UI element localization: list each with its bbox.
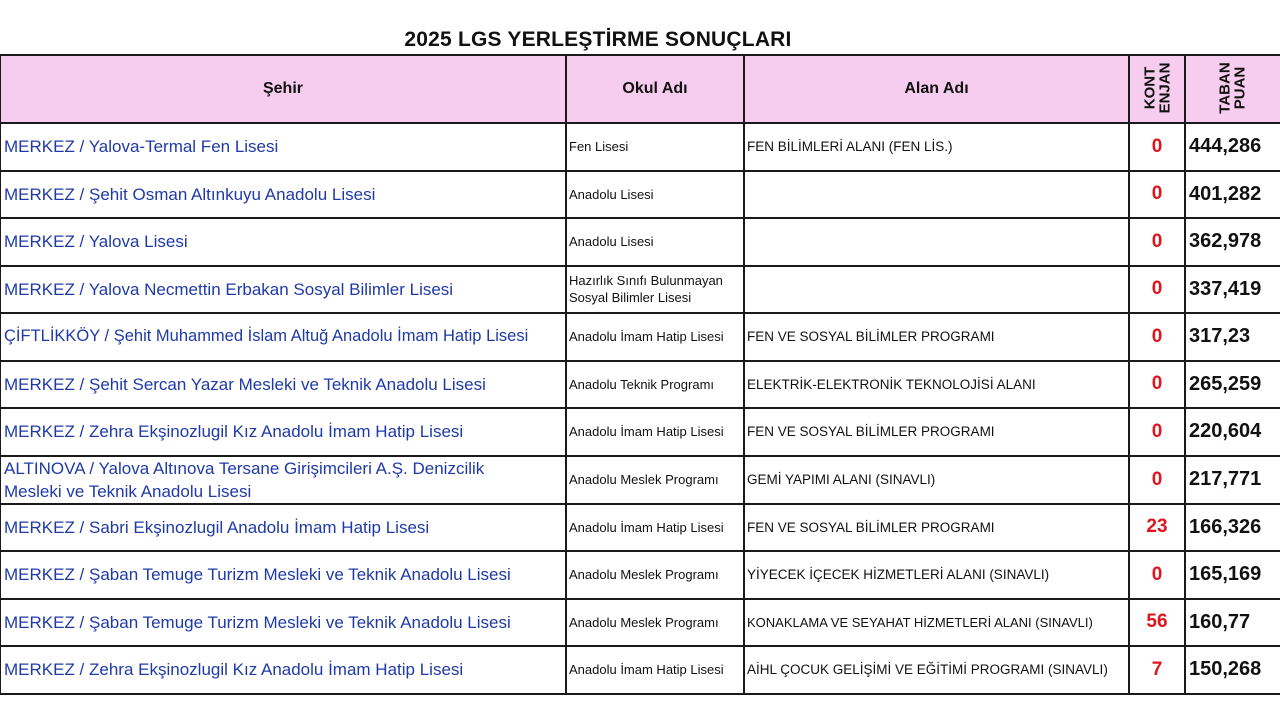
cell-taban-puan: 265,259 [1185,361,1280,409]
cell-sehir: ÇİFTLİKKÖY / Şehit Muhammed İslam Altuğ Anadolu İmam Hatip Lisesi [0,313,566,361]
cell-taban-puan: 160,77 [1185,599,1280,647]
table-row [0,361,1280,409]
cell-alan [744,171,1129,219]
cell-alan: FEN BİLİMLERİ ALANI (FEN LİS.) [744,123,1129,171]
cell-kontenjan: 0 [1129,408,1185,456]
cell-kontenjan: 0 [1129,551,1185,599]
cell-taban-puan: 166,326 [1185,504,1280,552]
cell-alan: FEN VE SOSYAL BİLİMLER PROGRAMI [744,408,1129,456]
cell-kontenjan: 0 [1129,313,1185,361]
cell-taban-puan: 317,23 [1185,313,1280,361]
cell-taban-puan: 337,419 [1185,266,1280,314]
table-row [0,599,1280,647]
cell-okul: Anadolu Teknik Programı [566,361,744,409]
cell-sehir: MERKEZ / Zehra Ekşinozlugil Kız Anadolu İmam Hatip Lisesi [0,408,566,456]
table-row [0,504,1280,552]
cell-alan: YİYECEK İÇECEK HİZMETLERİ ALANI (SINAVLI) [744,551,1129,599]
cell-alan: AİHL ÇOCUK GELİŞİMİ VE EĞİTİMİ PROGRAMI (SINAVLI) [744,646,1129,694]
cell-sehir: MERKEZ / Şaban Temuge Turizm Mesleki ve Teknik Anadolu Lisesi [0,599,566,647]
cell-sehir: MERKEZ / Şaban Temuge Turizm Mesleki ve Teknik Anadolu Lisesi [0,551,566,599]
cell-sehir: MERKEZ / Yalova Necmettin Erbakan Sosyal Bilimler Lisesi [0,266,566,314]
table-row [0,171,1280,219]
cell-okul: Hazırlık Sınıfı Bulunmayan Sosyal Bilimler Lisesi [566,266,744,314]
cell-okul: Anadolu İmam Hatip Lisesi [566,646,744,694]
cell-sehir: MERKEZ / Yalova Lisesi [0,218,566,266]
cell-alan: ELEKTRİK-ELEKTRONİK TEKNOLOJİSİ ALANI [744,361,1129,409]
cell-okul: Anadolu Meslek Programı [566,456,744,504]
header-kontenjan-line1: KONT [1140,66,1158,110]
header-taban-line1: TABAN [1216,62,1234,114]
cell-taban-puan: 220,604 [1185,408,1280,456]
cell-okul: Fen Lisesi [566,123,744,171]
results-table [0,54,1280,695]
cell-kontenjan: 0 [1129,456,1185,504]
cell-alan: GEMİ YAPIMI ALANI (SINAVLI) [744,456,1129,504]
table-row [0,646,1280,694]
cell-sehir: MERKEZ / Şehit Osman Altınkuyu Anadolu Lisesi [0,171,566,219]
cell-taban-puan: 165,169 [1185,551,1280,599]
cell-sehir: ALTINOVA / Yalova Altınova Tersane Girişimcileri A.Ş. Denizcilik Mesleki ve Teknik Anadolu Lisesi [0,456,566,504]
cell-kontenjan: 0 [1129,361,1185,409]
header-taban-line2: PUAN [1231,66,1249,110]
header-row [0,55,1280,123]
header-alan: Alan Adı [744,55,1129,123]
header-taban-puan-label [1218,62,1248,113]
cell-taban-puan: 401,282 [1185,171,1280,219]
cell-kontenjan: 0 [1129,218,1185,266]
cell-kontenjan: 56 [1129,599,1185,647]
cell-okul: Anadolu Meslek Programı [566,551,744,599]
table-row [0,456,1280,504]
table-row [0,313,1280,361]
cell-sehir: MERKEZ / Yalova-Termal Fen Lisesi [0,123,566,171]
cell-alan [744,218,1129,266]
cell-okul: Anadolu İmam Hatip Lisesi [566,313,744,361]
page-title: 2025 LGS YERLEŞTİRME SONUÇLARI [404,28,792,51]
cell-kontenjan: 23 [1129,504,1185,552]
header-okul: Okul Adı [566,55,744,123]
header-kontenjan-label [1142,63,1172,114]
table-row [0,551,1280,599]
table-row [0,123,1280,171]
cell-sehir: MERKEZ / Zehra Ekşinozlugil Kız Anadolu İmam Hatip Lisesi [0,646,566,694]
table-row [0,266,1280,314]
cell-kontenjan: 7 [1129,646,1185,694]
cell-kontenjan: 0 [1129,171,1185,219]
cell-okul: Anadolu İmam Hatip Lisesi [566,504,744,552]
cell-alan [744,266,1129,314]
table-row [0,408,1280,456]
cell-taban-puan: 217,771 [1185,456,1280,504]
cell-okul: Anadolu İmam Hatip Lisesi [566,408,744,456]
cell-taban-puan: 444,286 [1185,123,1280,171]
header-taban-puan [1185,55,1280,123]
cell-taban-puan: 150,268 [1185,646,1280,694]
cell-alan: KONAKLAMA VE SEYAHAT HİZMETLERİ ALANI (SINAVLI) [744,599,1129,647]
header-sehir: Şehir [0,55,566,123]
header-kontenjan [1129,55,1185,123]
cell-okul: Anadolu Lisesi [566,218,744,266]
table-row [0,218,1280,266]
cell-alan: FEN VE SOSYAL BİLİMLER PROGRAMI [744,313,1129,361]
cell-taban-puan: 362,978 [1185,218,1280,266]
cell-sehir: MERKEZ / Şehit Sercan Yazar Mesleki ve Teknik Anadolu Lisesi [0,361,566,409]
header-kontenjan-line2: ENJAN [1155,62,1173,114]
cell-alan: FEN VE SOSYAL BİLİMLER PROGRAMI [744,504,1129,552]
cell-okul: Anadolu Meslek Programı [566,599,744,647]
cell-kontenjan: 0 [1129,123,1185,171]
cell-sehir: MERKEZ / Sabri Ekşinozlugil Anadolu İmam Hatip Lisesi [0,504,566,552]
cell-okul: Anadolu Lisesi [566,171,744,219]
cell-kontenjan: 0 [1129,266,1185,314]
